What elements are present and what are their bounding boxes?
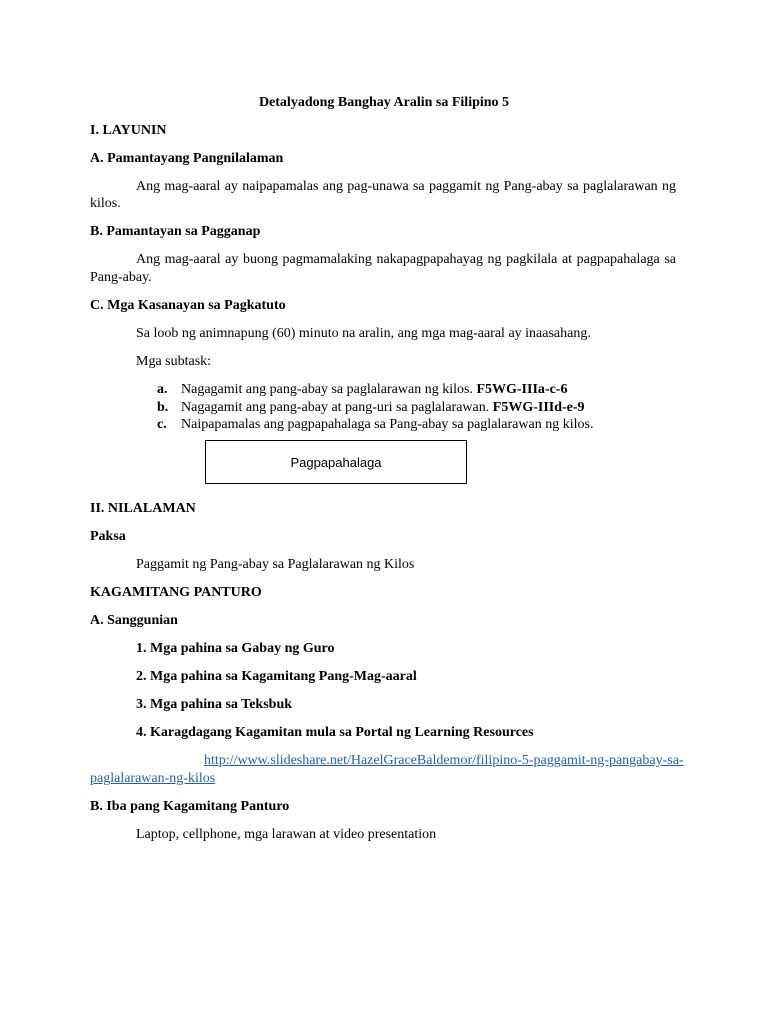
paksa-text: Paggamit ng Pang-abay sa Paglalarawan ng Kilos (136, 557, 415, 572)
subtask-item-c (157, 416, 593, 434)
iba-pang-kagamitan-heading: B. Iba pang Kagamitang Panturo (90, 799, 290, 814)
section-nilalaman-heading: II. NILALAMAN (90, 501, 196, 516)
iba-pang-kagamitan-text: Laptop, cellphone, mga larawan at video presentation (136, 827, 437, 842)
subtask-text-b: Nagagamit ang pang-abay at pang-uri sa paglalarawan. (181, 400, 493, 415)
pagpapahalaga-box: Pagpapahalaga (205, 440, 467, 484)
pagganap-text-line1: Ang mag-aaral ay buong pagmamalaking nakapagpapahayag ng pagkilala at pagpapahalaga sa (136, 252, 676, 267)
pagganap-text-line2: Pang-abay. (90, 270, 152, 285)
reference-item-3: 3. Mga pahina sa Teksbuk (136, 697, 293, 712)
paksa-heading: Paksa (90, 529, 126, 544)
subtask-label-a: a. (157, 382, 168, 397)
resource-link-line1[interactable]: http://www.slideshare.net/HazelGraceBaldemor/filipino-5-paggamit-ng-pangabay-sa- (204, 753, 684, 768)
subtask-text-a: Nagagamit ang pang-abay sa paglalarawan ng kilos. (181, 382, 477, 397)
kasanayan-intro: Sa loob ng animnapung (60) minuto na aralin, ang mga mag-aaral ay inaasahang. (136, 326, 591, 341)
sanggunian-heading: A. Sanggunian (90, 613, 178, 628)
subtask-code-b: F5WG-IIId-e-9 (492, 400, 585, 415)
subtask-label: Mga subtask: (136, 354, 212, 369)
section-layunin-heading: I. LAYUNIN (90, 123, 167, 138)
subtask-label-c: c. (157, 417, 167, 432)
pamantayang-pangnilalaman-heading: A. Pamantayang Pangnilalaman (90, 151, 284, 166)
subtask-label-b: b. (157, 400, 169, 415)
subtask-item-a (157, 381, 567, 399)
document-title: Detalyadong Banghay Aralin sa Filipino 5 (258, 95, 510, 110)
pamantayan-sa-pagganap-heading: B. Pamantayan sa Pagganap (90, 224, 261, 239)
resource-link-line2[interactable]: paglalarawan-ng-kilos (90, 771, 216, 786)
subtask-text-c: Naipapamalas ang pagpapahalaga sa Pang-abay sa paglalarawan ng kilos. (181, 417, 594, 432)
reference-item-1: 1. Mga pahina sa Gabay ng Guro (136, 641, 335, 656)
kagamitang-panturo-heading: KAGAMITANG PANTURO (90, 585, 262, 600)
pangnilalaman-text-line2: kilos. (90, 196, 121, 211)
subtask-code-a: F5WG-IIIa-c-6 (476, 382, 568, 397)
reference-item-4: 4. Karagdagang Kagamitan mula sa Portal ng Learning Resources (136, 725, 534, 740)
kasanayan-heading: C. Mga Kasanayan sa Pagkatuto (90, 298, 286, 313)
subtask-item-b (157, 399, 585, 417)
pangnilalaman-text-line1: Ang mag-aaral ay naipapamalas ang pag-unawa sa paggamit ng Pang-abay sa paglalarawan ng (136, 179, 676, 194)
reference-item-2: 2. Mga pahina sa Kagamitang Pang-Mag-aaral (136, 669, 417, 684)
